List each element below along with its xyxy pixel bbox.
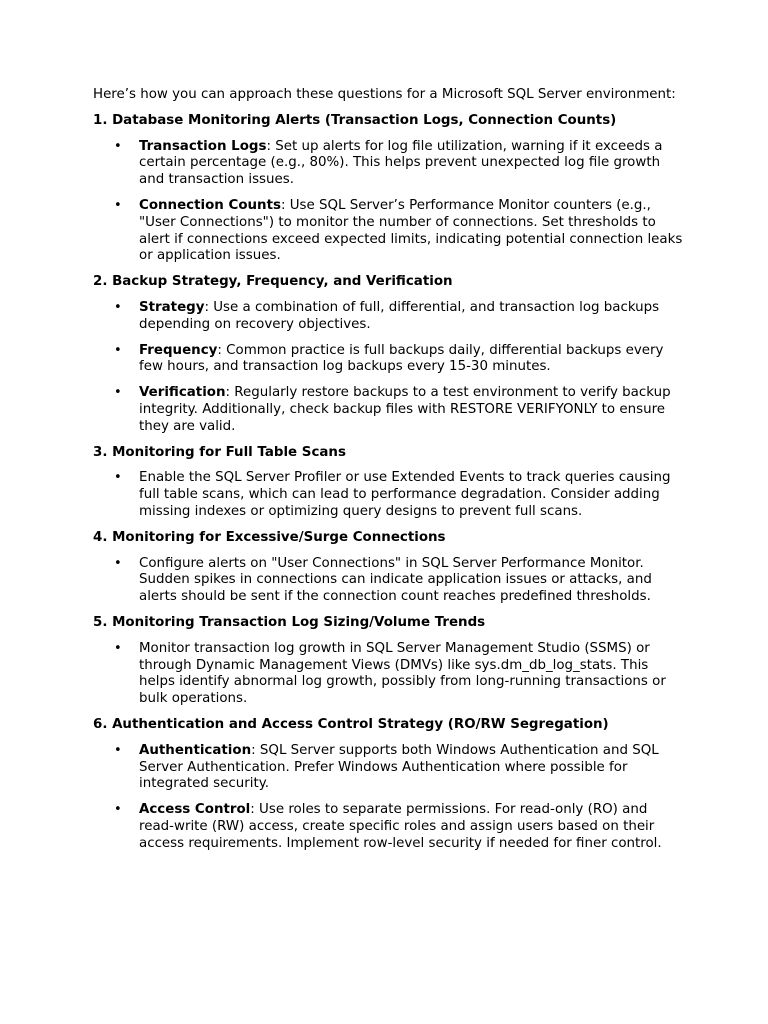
item-term: Strategy bbox=[139, 299, 205, 315]
bullet-list bbox=[93, 556, 683, 606]
item-text: : Use SQL Server’s Performance Monitor counters (e.g., "User Connections") to monitor the number of connections. Set thresholds to alert if connections exceed expected limits, indicating potential connection leaks or application issues. bbox=[139, 197, 683, 264]
item-text: : Set up alerts for log file utilization, warning if it exceeds a certain percentage (e.g., 80%). This helps prevent unexpected log file growth and transaction issues. bbox=[139, 138, 663, 188]
bullet-icon: • bbox=[114, 342, 122, 358]
bullet-icon: • bbox=[114, 742, 122, 758]
item-text: : Regularly restore backups to a test environment to verify backup integrity. Additionally, check backup files with RESTORE VERIFYONLY to ensure they are valid. bbox=[139, 385, 671, 434]
section-heading: 5. Monitoring Transaction Log Sizing/Volume Trends bbox=[93, 614, 486, 630]
list-item bbox=[93, 470, 683, 520]
bullet-list bbox=[93, 300, 683, 436]
bullet-icon: • bbox=[114, 802, 122, 818]
bullet-list bbox=[93, 470, 683, 520]
bullet-icon: • bbox=[114, 299, 122, 315]
bullet-icon: • bbox=[114, 555, 122, 571]
bullet-list bbox=[93, 139, 683, 266]
item-text: : SQL Server supports both Windows Authentication and SQL Server Authentication. Prefer Windows Authentication where possible for integrated security. bbox=[139, 742, 659, 792]
item-text: Configure alerts on "User Connections" in SQL Server Performance Monitor. Sudden spikes in connections can indicate application issues or attacks, and alerts should be sent if the connection count reaches predefined thresholds. bbox=[139, 555, 652, 605]
item-term: Verification bbox=[139, 385, 226, 401]
item-term: Access Control bbox=[139, 802, 251, 818]
bullet-icon: • bbox=[114, 385, 122, 401]
list-item bbox=[93, 556, 683, 606]
section-heading: 6. Authentication and Access Control Strategy (RO/RW Segregation) bbox=[93, 716, 609, 732]
item-text: : Common practice is full backups daily, differential backups every few hours, and transaction log backups every 15-30 minutes. bbox=[139, 342, 664, 375]
list-item bbox=[93, 385, 683, 435]
section-3 bbox=[93, 445, 683, 521]
section-heading: 1. Database Monitoring Alerts (Transaction Logs, Connection Counts) bbox=[93, 112, 617, 128]
item-term: Connection Counts bbox=[139, 197, 281, 213]
list-item bbox=[93, 641, 683, 708]
list-item bbox=[93, 802, 683, 852]
bullet-icon: • bbox=[114, 197, 122, 213]
item-term: Authentication bbox=[139, 742, 252, 758]
list-item bbox=[93, 343, 683, 377]
bullet-icon: • bbox=[114, 138, 122, 154]
list-item bbox=[93, 300, 683, 334]
list-item bbox=[93, 139, 683, 189]
intro-paragraph: Here’s how you can approach these questions for a Microsoft SQL Server environment: bbox=[93, 87, 676, 102]
section-4 bbox=[93, 530, 683, 606]
list-item bbox=[93, 198, 683, 265]
item-text: : Use a combination of full, differential, and transaction log backups depending on recovery objectives. bbox=[139, 299, 660, 332]
bullet-list bbox=[93, 743, 683, 853]
item-term: Frequency bbox=[139, 342, 218, 358]
item-text: : Use roles to separate permissions. For read-only (RO) and read-write (RW) access, create specific roles and assign users based on their access requirements. Implement row-level security if needed for finer control. bbox=[139, 802, 662, 851]
section-heading: 3. Monitoring for Full Table Scans bbox=[93, 444, 346, 460]
bullet-icon: • bbox=[114, 640, 122, 656]
bullet-icon: • bbox=[114, 470, 122, 486]
item-text: Enable the SQL Server Profiler or use Extended Events to track queries causing full table scans, which can lead to performance degradation. Consider adding missing indexes or optimizing query designs to prevent full scans. bbox=[139, 470, 671, 519]
document-page bbox=[93, 87, 683, 861]
bullet-list bbox=[93, 641, 683, 708]
section-heading: 4. Monitoring for Excessive/Surge Connections bbox=[93, 529, 446, 545]
section-1 bbox=[93, 113, 683, 265]
section-heading: 2. Backup Strategy, Frequency, and Verification bbox=[93, 274, 453, 290]
list-item bbox=[93, 743, 683, 793]
section-2 bbox=[93, 274, 683, 435]
item-term: Transaction Logs bbox=[139, 138, 267, 154]
item-text: Monitor transaction log growth in SQL Server Management Studio (SSMS) or through Dynamic Management Views (DMVs) like sys.dm_db_log_stats. This helps identify abnormal log growth, possibly from long-running transactions or bulk operations. bbox=[139, 640, 666, 707]
section-5 bbox=[93, 615, 683, 708]
section-6 bbox=[93, 717, 683, 853]
